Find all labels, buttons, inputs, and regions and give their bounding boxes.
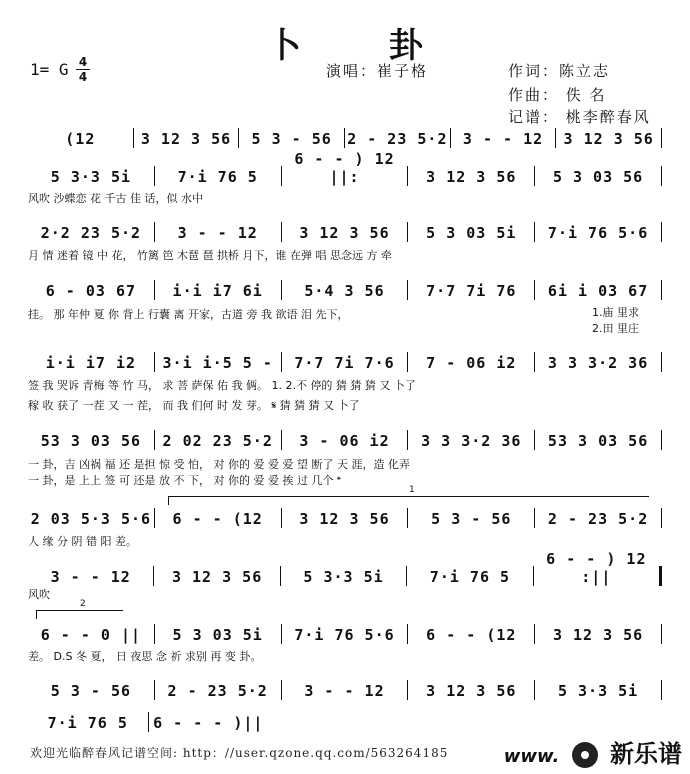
volta-bracket-1: 1: [168, 496, 649, 505]
measure: 5 3·3 5i: [303, 568, 384, 586]
lyric-ending-2: 2.田 里庄: [592, 322, 639, 335]
lyric-line: 签 我 哭诉 青梅 等 竹 马， 求 菩 萨保 佑 我 俩。 1. 2.不 停的 猜 猜 猜 又 卜了: [28, 379, 416, 392]
measure: 7·i 76 5: [47, 714, 128, 732]
measure: 7·i 76 5·6: [547, 224, 649, 242]
measure: 3 - - 12: [50, 568, 131, 586]
measure: 3 12 3 56: [171, 568, 263, 586]
brand-logo: [504, 734, 682, 769]
score-row-10: [28, 680, 662, 700]
score-row-7: [28, 508, 662, 528]
score-row-6: [28, 430, 662, 450]
measure: 3 - - 12: [462, 130, 544, 148]
song-title: 卜 卦: [267, 26, 461, 66]
measure: 3 12 3 56: [552, 626, 644, 644]
measure: 53 3 03 56: [547, 432, 649, 450]
measure: 53 3 03 56: [40, 432, 142, 450]
measure: 6 - - - )||: [153, 714, 264, 732]
singer-credit: 演唱：崔子格: [326, 62, 429, 80]
measure: 5·4 3 56: [304, 282, 385, 300]
measure: 3 - - 12: [304, 682, 385, 700]
lyric-line: 月 情 迷着 镜 中 花， 竹篱 笆 木琶 琶 拱桥 月下，谁 在弹 唱 思念远 方 牵: [28, 249, 392, 262]
measure: 6 - - ) 12 ||:: [294, 150, 395, 186]
key-signature: 1= G: [30, 60, 69, 79]
time-signature: [76, 56, 90, 83]
score-row-3: [28, 222, 662, 242]
measure: i·i i7 6i: [172, 282, 263, 300]
measure: 3 3 3·2 36: [421, 432, 522, 450]
measure: 5 3 03 5i: [426, 224, 517, 242]
score-row-8: [28, 550, 662, 586]
score-row-4: [28, 280, 662, 300]
measure: 6 - - (12: [426, 626, 517, 644]
measure: 5 3·3 5i: [557, 682, 639, 700]
score-row-5: [28, 352, 662, 372]
measure: 7·7 7i 76: [426, 282, 517, 300]
measure: 6 - 03 67: [45, 282, 137, 300]
music-disc-icon: [572, 742, 598, 768]
measure: 2·2 23 5·2: [40, 224, 142, 242]
measure: 2 - 23 5·2: [347, 130, 448, 148]
volta-bracket-2: 2: [36, 610, 123, 619]
measure: 6i i 03 67: [547, 282, 649, 300]
lyric-line: 一 卦，是 上上 签 可 还是 放 不 下， 对 你的 爱 爱 挨 过 几个 𝄌: [28, 474, 341, 487]
lyric-ending-1: 1.庙 里求: [592, 306, 639, 319]
measure: 5 3·3 5i: [50, 168, 132, 186]
time-signature-top: 4: [78, 55, 88, 69]
brand-prefix: www.: [503, 746, 560, 767]
measure: 2 02 23 5·2: [162, 432, 273, 450]
measure: 3 12 3 56: [426, 682, 517, 700]
composer-credit: 作曲： 佚 名: [508, 86, 607, 104]
measure: 6 - - (12: [172, 510, 263, 528]
measure: 5 3 03 56: [552, 168, 644, 186]
lyric-line: 挂。 那 年仲 夏 你 背上 行囊 离 开家，古道 旁 我 欲语 泪 先下，: [28, 308, 349, 321]
measure: 6 - - 0 ||: [40, 626, 142, 644]
measure: 7·i 76 5·6: [294, 626, 395, 644]
measure: 3 - - 12: [177, 224, 258, 242]
lyric-line: 风吹: [28, 588, 50, 601]
footer-text: 欢迎光临醉春风记谱空间: http：//user.qzone.qq.com/563264185: [30, 746, 449, 760]
measure: 2 - 23 5·2: [547, 510, 649, 528]
measure: 5 3 - 56: [251, 130, 332, 148]
lyric-line: 风吹 沙蝶恋 花 千古 佳 话，似 水中: [28, 192, 203, 205]
time-signature-bottom: 4: [78, 70, 88, 84]
measure: 3 12 3 56: [563, 130, 654, 148]
measure: 3 12 3 56: [426, 168, 517, 186]
lyric-line: 一 卦，吉 凶祸 福 还 是担 惊 受 怕， 对 你的 爱 爱 爱 望 断了 天 涯，造 化弄: [28, 458, 410, 471]
score-row-9: [28, 624, 662, 644]
score-row-11: [28, 712, 268, 732]
measure: 2 - 23 5·2: [167, 682, 268, 700]
brand-name: 新乐谱: [610, 740, 682, 768]
lyric-line: 人 缘 分 阴 错 阳 差。: [28, 535, 137, 548]
score-row-2: [28, 150, 662, 186]
measure: i·i i7 i2: [45, 354, 137, 372]
measure: 3 3 3·2 36: [547, 354, 649, 372]
score-row-1: [28, 128, 662, 148]
measure: 5 3 - 56: [50, 682, 132, 700]
measure: 7·i 76 5: [177, 168, 258, 186]
measure: 5 3 03 5i: [172, 626, 263, 644]
measure: 7·i 76 5: [429, 568, 511, 586]
measure: 2 03 5·3 5·6: [30, 510, 152, 528]
measure: 7 - 06 i2: [426, 354, 517, 372]
measure: 6 - - ) 12 :||: [546, 550, 647, 586]
measure: 3 12 3 56: [299, 224, 390, 242]
measure: 7·7 7i 7·6: [294, 354, 395, 372]
measure: 3·i i·5 5 -: [162, 354, 273, 372]
measure: 3 12 3 56: [140, 130, 232, 148]
measure: 5 3 - 56: [431, 510, 512, 528]
transcriber-credit: 记谱： 桃李醉春风: [508, 108, 651, 126]
measure: 3 - 06 i2: [299, 432, 390, 450]
lyric-line: 稼 收 获了 一茬 又 一 茬， 而 我 们何 时 发 芽。 𝄋 猜 猜 猜 又 卜了: [28, 399, 360, 412]
lyricist-credit: 作词：陈立志: [508, 62, 611, 80]
measure: 3 12 3 56: [299, 510, 390, 528]
lyric-line: 差。 D.S 冬 夏， 日 夜思 念 祈 求别 再 变 卦。: [28, 650, 262, 663]
measure: (12: [65, 130, 96, 148]
